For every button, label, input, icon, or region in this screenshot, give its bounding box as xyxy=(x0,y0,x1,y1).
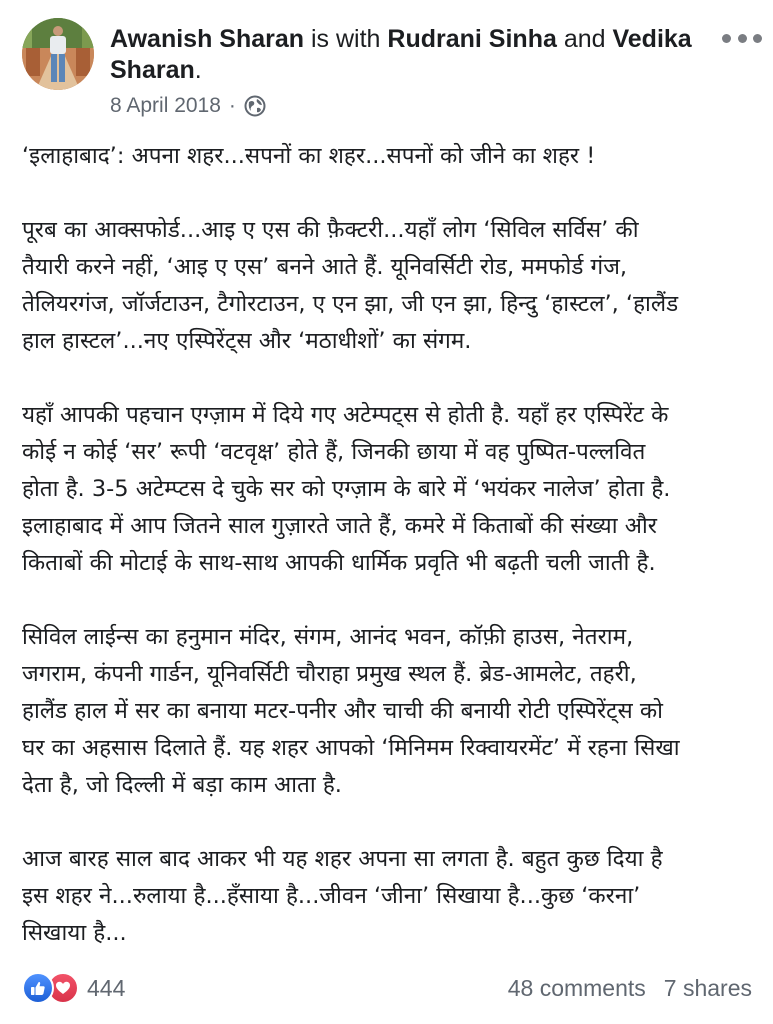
tagged-user-link[interactable]: Vedika Sharan xyxy=(110,25,692,84)
comments-link[interactable]: 48 comments xyxy=(507,974,646,1001)
more-dot-icon xyxy=(722,34,731,43)
text-line: देता है, जो दिल्ली में बड़ा काम आता है. xyxy=(22,772,342,798)
text-line: होता है. 3-5 अटेम्प्टस दे चुके सर को एग्ज़ाम के बारे में ‘भयंकर नालेज’ होता है. xyxy=(22,476,671,502)
text-line: घर का अहसास दिलाते हैं. यह शहर आपको ‘मिनिमम रिक्वायरमेंट’ में रहना सिखा xyxy=(22,735,680,761)
paragraph xyxy=(22,138,762,175)
text-line: सिविल लाईन्स का हनुमान मंदिर, संगम, आनंद भवन, कॉफ़ी हाउस, नेतराम, xyxy=(22,624,634,650)
text-line: तेलियरगंज, जॉर्जटाउन, टैगोरटाउन, ए एन झा, जी एन झा, हिन्दु ‘हास्टल’, ‘हालैंड xyxy=(22,291,679,317)
like-icon xyxy=(22,972,54,1004)
paragraph xyxy=(22,397,762,582)
text-line: कोई न कोई ‘सर’ रूपी ‘वटवृक्ष’ होते हैं, जिनकी छाया में वह पुष्पित-पल्लवित xyxy=(22,439,646,465)
more-dot-icon xyxy=(753,34,762,43)
paragraph xyxy=(22,212,762,360)
period-text: . xyxy=(194,56,202,84)
author-name-link[interactable]: Awanish Sharan xyxy=(110,25,305,53)
text-line: आज बारह साल बाद आकर भी यह शहर अपना सा लगता है. बहुत कुछ दिया है xyxy=(22,846,663,872)
text-line: ‘इलाहाबाद’: अपना शहर...सपनों का शहर...सपनों को जीने का शहर ! xyxy=(22,143,596,169)
globe-icon[interactable] xyxy=(244,95,266,117)
paragraph xyxy=(22,619,762,804)
reaction-count: 444 xyxy=(87,974,126,1001)
text-line: पूरब का आक्सफोर्ड...आइ ए एस की फ़ैक्टरी...यहाँ लोग ‘सिविल सर्विस’ की xyxy=(22,217,639,243)
post-body xyxy=(22,138,762,989)
text-line: इस शहर ने...रुलाया है...हँसाया है...जीवन ‘जीना’ सिखाया है...कुछ ‘करना’ xyxy=(22,883,641,909)
text-line: हाल हास्टल’...नए एस्पिरेंट्स और ‘मठाधीशों’ का संगम. xyxy=(22,328,472,354)
text-line: जगराम, कंपनी गार्डन, यूनिवर्सिटी चौराहा प्रमुख स्थल हैं. ब्रेड-आमलेट, तहरी, xyxy=(22,661,637,687)
author-avatar[interactable] xyxy=(22,18,94,90)
and-text: and xyxy=(556,25,613,53)
post-footer xyxy=(22,970,752,1006)
tagged-user-link[interactable]: Rudrani Sinha xyxy=(387,25,557,53)
text-line: तैयारी करने नहीं, ‘आइ ए एस’ बनने आते हैं. यूनिवर्सिटी रोड, ममफोर्ड गंज, xyxy=(22,254,628,280)
post-header xyxy=(22,18,762,118)
post-date-link[interactable]: 8 April 2018 xyxy=(110,94,221,117)
post-title xyxy=(110,24,700,86)
post-meta xyxy=(110,94,266,118)
avatar-photo-icon xyxy=(22,18,94,90)
paragraph xyxy=(22,841,762,952)
engagement-stats xyxy=(508,975,752,1002)
meta-separator: · xyxy=(228,94,236,117)
reactions-summary[interactable] xyxy=(22,972,125,1004)
more-dot-icon xyxy=(738,34,747,43)
with-text: is with xyxy=(304,25,388,53)
text-line: इलाहाबाद में आप जितने साल गुज़ारते जाते हैं, कमरे में किताबों की संख्या और xyxy=(22,513,657,539)
text-line: किताबों की मोटाई के साथ-साथ आपकी धार्मिक प्रवृति भी बढ़ती चली जाती है. xyxy=(22,550,656,576)
text-line: सिखाया है... xyxy=(22,920,127,946)
text-line: यहाँ आपकी पहचान एग्ज़ाम में दिये गए अटेम्पट्स से होती है. यहाँ हर एस्पिरेंट के xyxy=(22,402,669,428)
text-line: हालैंड हाल में सर का बनाया मटर-पनीर और चाची की बनायी रोटी एस्पिरेंट्स को xyxy=(22,698,663,724)
more-options-button[interactable] xyxy=(722,28,762,48)
shares-link[interactable]: 7 shares xyxy=(663,974,752,1001)
